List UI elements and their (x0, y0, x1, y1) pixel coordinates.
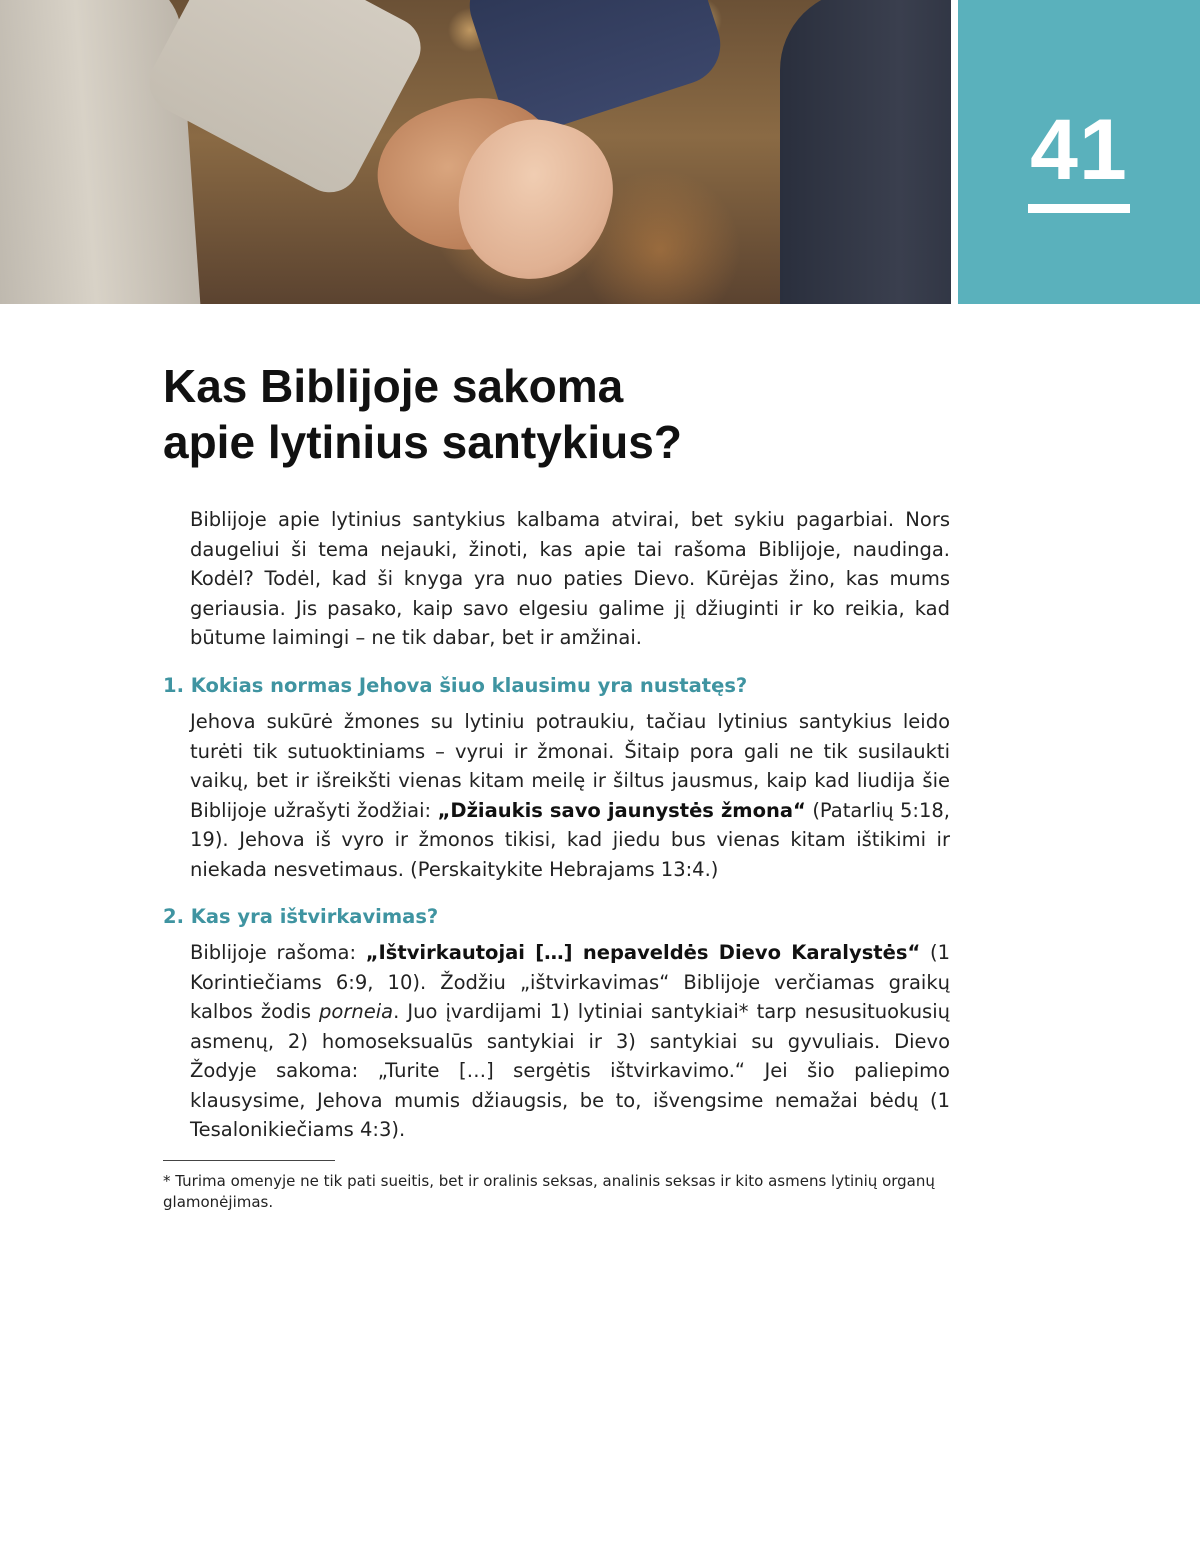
title-line-2: apie lytinius santykius? (163, 416, 682, 468)
answer-2-text-b: (1 Korintiečiams 6:9, 10). Žodžiu „ištvirkavimas“ Biblijoje verčiamas graikų kalbos žodis (190, 941, 950, 1023)
answer-1-text-b: (Patarlių 5:18, 19). Jehova iš vyro ir žmonos tikisi, kad jiedu bus vienas kitam ištikimi ir niekada nesvetimaus. (Perskaitykite Hebrajams 13:4.) (190, 798, 950, 881)
title-line-1: Kas Biblijoje sakoma (163, 360, 624, 412)
footnote: * Turima omenyje ne tik pati sueitis, bet ir oralinis seksas, analinis seksas ir kito asmens lytinių organų glamonėjimas. (163, 1172, 935, 1211)
answer-2-text-c: . Juo įvardijami 1) lytiniai santykiai* tarp nesusituokusių asmenų, 2) homoseksualūs santykiai ir 3) santykiai su gyvuliais. Dievo Žodyje sakoma: „Turite […] sergėtis ištvirkavimo.“ Jei šio paliepimo klausysime, Jehova mumis džiaugsis, be to, išvengsime nemažai bėdų (1 Tesalonikiečiams 4:3). (190, 1000, 950, 1141)
answer-1-quote: „Džiaukis savo jaunystės žmona“ (437, 798, 806, 822)
answer-2-greek-term: porneia (319, 1000, 394, 1023)
question-2: 2. Kas yra ištvirkavimas? (163, 905, 439, 928)
chapter-number: 41 (1030, 102, 1128, 198)
answer-1-text-a: Jehova sukūrė žmones su lytiniu potraukiu, tačiau lytinius santykius leido turėti tik sutuoktiniams – vyrui ir žmonai. Šitaip pora gali ne tik susilaukti vaikų, bet ir išreikšti vienas kitam meilę ir šiltus jausmus, kaip kad liudija šie Biblijoje užrašyti žodžiai: (190, 710, 950, 822)
hero-photo-holding-hands (0, 0, 951, 304)
chapter-underline (1028, 204, 1130, 213)
question-1: 1. Kokias normas Jehova šiuo klausimu yra nustatęs? (163, 674, 748, 697)
answer-1 (190, 707, 950, 884)
chapter-badge (958, 0, 1200, 304)
page-title (163, 358, 923, 470)
answer-2-quote: „Ištvirkautojai […] nepaveldės Dievo Karalystės“ (365, 941, 921, 964)
right-person-jacket (780, 0, 951, 304)
answer-2 (190, 938, 950, 1145)
answer-2-text-a: Biblijoje rašoma: (190, 941, 366, 964)
footnote-divider (163, 1160, 335, 1161)
intro-paragraph: Biblijoje apie lytinius santykius kalbama atvirai, bet sykiu pagarbiai. Nors daugeliui ši tema nejauki, žinoti, kas apie tai rašoma Biblijoje, naudinga. Kodėl? Todėl, kad ši knyga yra nuo paties Dievo. Kūrėjas žino, kas mums geriausia. Jis pasako, kaip savo elgesiu galime jį džiuginti ir ko reikia, kad būtume laimingi – ne tik dabar, bet ir amžinai. (190, 508, 950, 649)
